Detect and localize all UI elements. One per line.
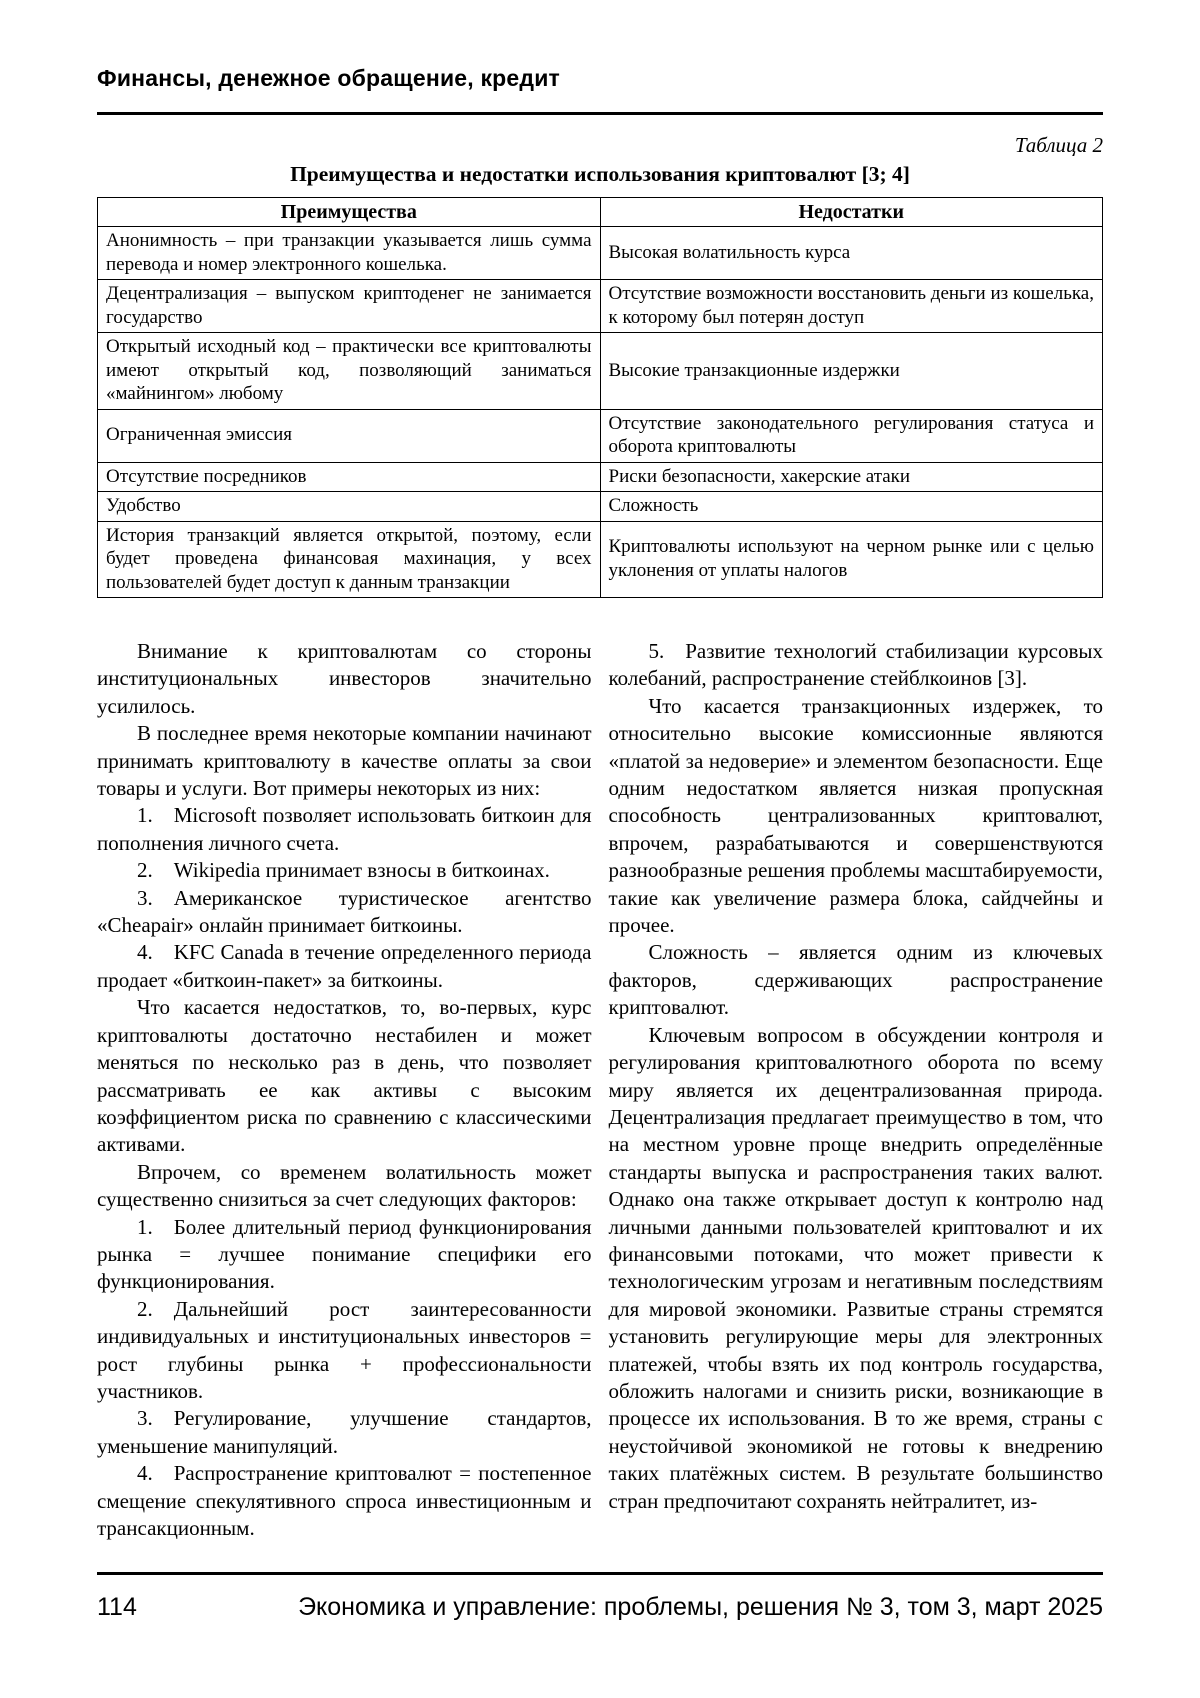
paragraph: В последнее время некоторые компании начинают принимать криптовалюту в качестве оплаты за свои товары и услуги. Вот примеры некоторых из них: — [97, 721, 592, 801]
body-text — [97, 638, 1103, 1542]
numbered-item: 4. Распространение криптовалют = постепенное смещение спекулятивного спроса инвестиционным и трансакционным. — [97, 1461, 592, 1540]
table-header-row — [98, 198, 1103, 227]
table-row — [98, 521, 1103, 598]
header-rule — [97, 112, 1103, 115]
disadvantage-cell: Высокие транзакционные издержки — [600, 333, 1103, 410]
disadvantage-cell: Отсутствие законодательного регулирования статуса и оборота криптовалюты — [600, 409, 1103, 462]
advantage-cell: Отсутствие посредников — [98, 462, 601, 492]
page-footer — [97, 1572, 1103, 1698]
table-row — [98, 492, 1103, 522]
table-row — [98, 227, 1103, 280]
advantage-cell: Децентрализация – выпуском криптоденег не занимается государство — [98, 280, 601, 333]
footer-rule — [97, 1572, 1103, 1575]
numbered-item: 2. Wikipedia принимает взносы в биткоинах. — [137, 858, 550, 883]
table-caption: Преимущества и недостатки использования криптовалют [3; 4] — [290, 162, 910, 186]
numbered-item: 1. Microsoft позволяет использовать биткоин для пополнения личного счета. — [97, 803, 592, 855]
advantage-cell: История транзакций является открытой, поэтому, если будет проведена финансовая махинация, у всех пользователей будет доступ к данным транзакции — [98, 521, 601, 598]
paragraph: Впрочем, со временем волатильность может существенно снизиться за счет следующих факторов: — [97, 1159, 592, 1212]
disadvantage-cell: Высокая волатильность курса — [600, 227, 1103, 280]
paragraph: Сложность – является одним из ключевых факторов, сдерживающих распространение криптовалют. — [608, 940, 1103, 1020]
advantages-disadvantages-table — [97, 197, 1103, 598]
disadvantage-cell: Отсутствие возможности восстановить деньги из кошелька, к которому был потерян доступ — [600, 280, 1103, 333]
numbered-item: 1. Более длительный период функционирования рынка = лучшее понимание специфики его функционирования. — [97, 1214, 592, 1294]
disadvantage-cell: Сложность — [600, 492, 1103, 522]
table-row — [98, 280, 1103, 333]
paragraph: Что касается недостатков, то, во-первых, курс криптовалюты достаточно нестабилен и может меняться по несколько раз в день, что позволяет рассматривать ее как активы с высоким коэффициентом риска по сравнению с классическими активами. — [97, 995, 592, 1157]
disadvantage-cell: Криптовалюты используют на черном рынке или с целью уклонения от уплаты налогов — [600, 521, 1103, 598]
journal-title: Экономика и управление: проблемы, решения № 3, том 3, март 2025 — [298, 1593, 1103, 1621]
page-number: 114 — [97, 1593, 137, 1621]
table-row — [98, 462, 1103, 492]
table-row — [98, 409, 1103, 462]
numbered-item: 5. Развитие технологий стабилизации курсовых колебаний, распространение стейблкоинов [3]. — [608, 639, 1103, 691]
body-column-right — [609, 638, 1104, 1542]
column-header-advantages: Преимущества — [98, 198, 601, 227]
running-head: Финансы, денежное обращение, кредит — [97, 65, 561, 91]
advantage-cell: Открытый исходный код – практически все криптовалюты имеют открытый код, позволяющий заниматься «майнингом» любому — [98, 333, 601, 410]
advantage-cell: Ограниченная эмиссия — [98, 409, 601, 462]
paragraph: Внимание к криптовалютам со стороны институциональных инвесторов значительно усилилось. — [97, 639, 592, 718]
paragraph: Ключевым вопросом в обсуждении контроля и регулирования криптовалютного оборота по всему миру является их децентрализованная природа. Децентрализация предлагает преимущество в том, что на местном уровне проще внедрить определённые стандарты выпуска и распространения таких валют. Однако она также открывает доступ к контролю над личными данными пользователей криптовалют и их финансовыми потоками, что может привести к технологическим угрозам и негативным последствиям для мировой экономики. Развитые страны стремятся установить регулирующие меры для электронных платежей, чтобы взять их под контроль государства, обложить налогами и снизить риски, возникающие в процессе их использования. В то же время, страны с неустойчивой экономикой не готовы к внедрению таких платёжных систем. В результате большинство стран предпочитают сохранять нейтралитет, из- — [608, 1022, 1103, 1513]
paragraph: Что касается транзакционных издержек, то относительно высокие комиссионные являются «платой за недоверие» и элементом безопасности. Еще одним недостатком является низкая пропускная способность централизованных криптовалют, впрочем, разрабатываются и совершенствуются разнообразные решения проблемы масштабируемости, такие как увеличение размера блока, сайдчейны и прочее. — [608, 693, 1103, 938]
advantage-cell: Удобство — [98, 492, 601, 522]
table-row — [98, 333, 1103, 410]
numbered-item: 4. KFC Canada в течение определенного периода продает «биткоин-пакет» за биткоины. — [97, 940, 592, 992]
numbered-item: 3. Американское туристическое агентство «Cheapair» онлайн принимает биткоины. — [97, 885, 592, 938]
table-label: Таблица 2 — [1014, 133, 1103, 157]
disadvantage-cell: Риски безопасности, хакерские атаки — [600, 462, 1103, 492]
advantage-cell: Анонимность – при транзакции указывается лишь сумма перевода и номер электронного кошелька. — [98, 227, 601, 280]
column-header-disadvantages: Недостатки — [600, 198, 1103, 227]
body-column-left — [97, 638, 592, 1542]
numbered-item: 3. Регулирование, улучшение стандартов, уменьшение манипуляций. — [97, 1406, 592, 1458]
numbered-item: 2. Дальнейший рост заинтересованности индивидуальных и институциональных инвесторов = рост глубины рынка + профессиональности участников. — [97, 1296, 592, 1403]
